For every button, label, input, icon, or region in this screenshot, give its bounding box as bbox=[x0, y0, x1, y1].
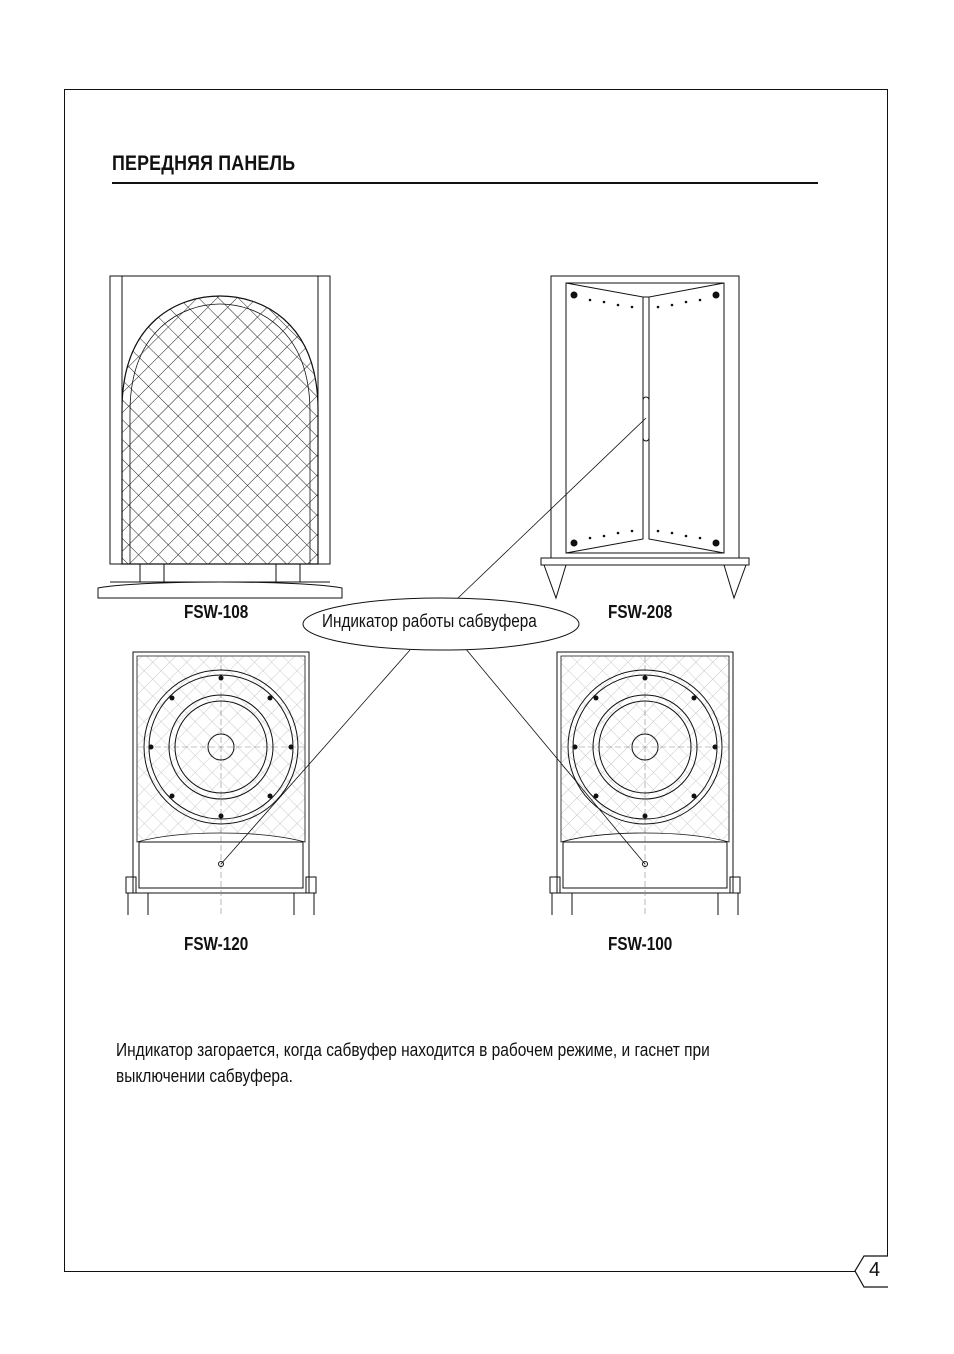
indicator-note: Индикатор загорается, когда сабвуфер находится в рабочем режиме, и гаснет при выключении сабвуфера. bbox=[116, 1040, 710, 1086]
model-label-fsw108: FSW-108 bbox=[184, 602, 249, 622]
page-title: ПЕРЕДНЯЯ ПАНЕЛЬ bbox=[112, 152, 296, 175]
page-number: 4 bbox=[869, 1259, 881, 1281]
model-label-fsw208: FSW-208 bbox=[608, 602, 673, 622]
model-label-fsw120: FSW-120 bbox=[184, 934, 249, 954]
indicator-callout-label: Индикатор работы сабвуфера bbox=[322, 611, 537, 631]
fsw208-drawing bbox=[541, 276, 749, 598]
fsw100-drawing bbox=[550, 652, 740, 915]
fsw108-drawing bbox=[98, 276, 342, 598]
model-label-fsw100: FSW-100 bbox=[608, 934, 673, 954]
fsw120-drawing bbox=[126, 652, 316, 915]
